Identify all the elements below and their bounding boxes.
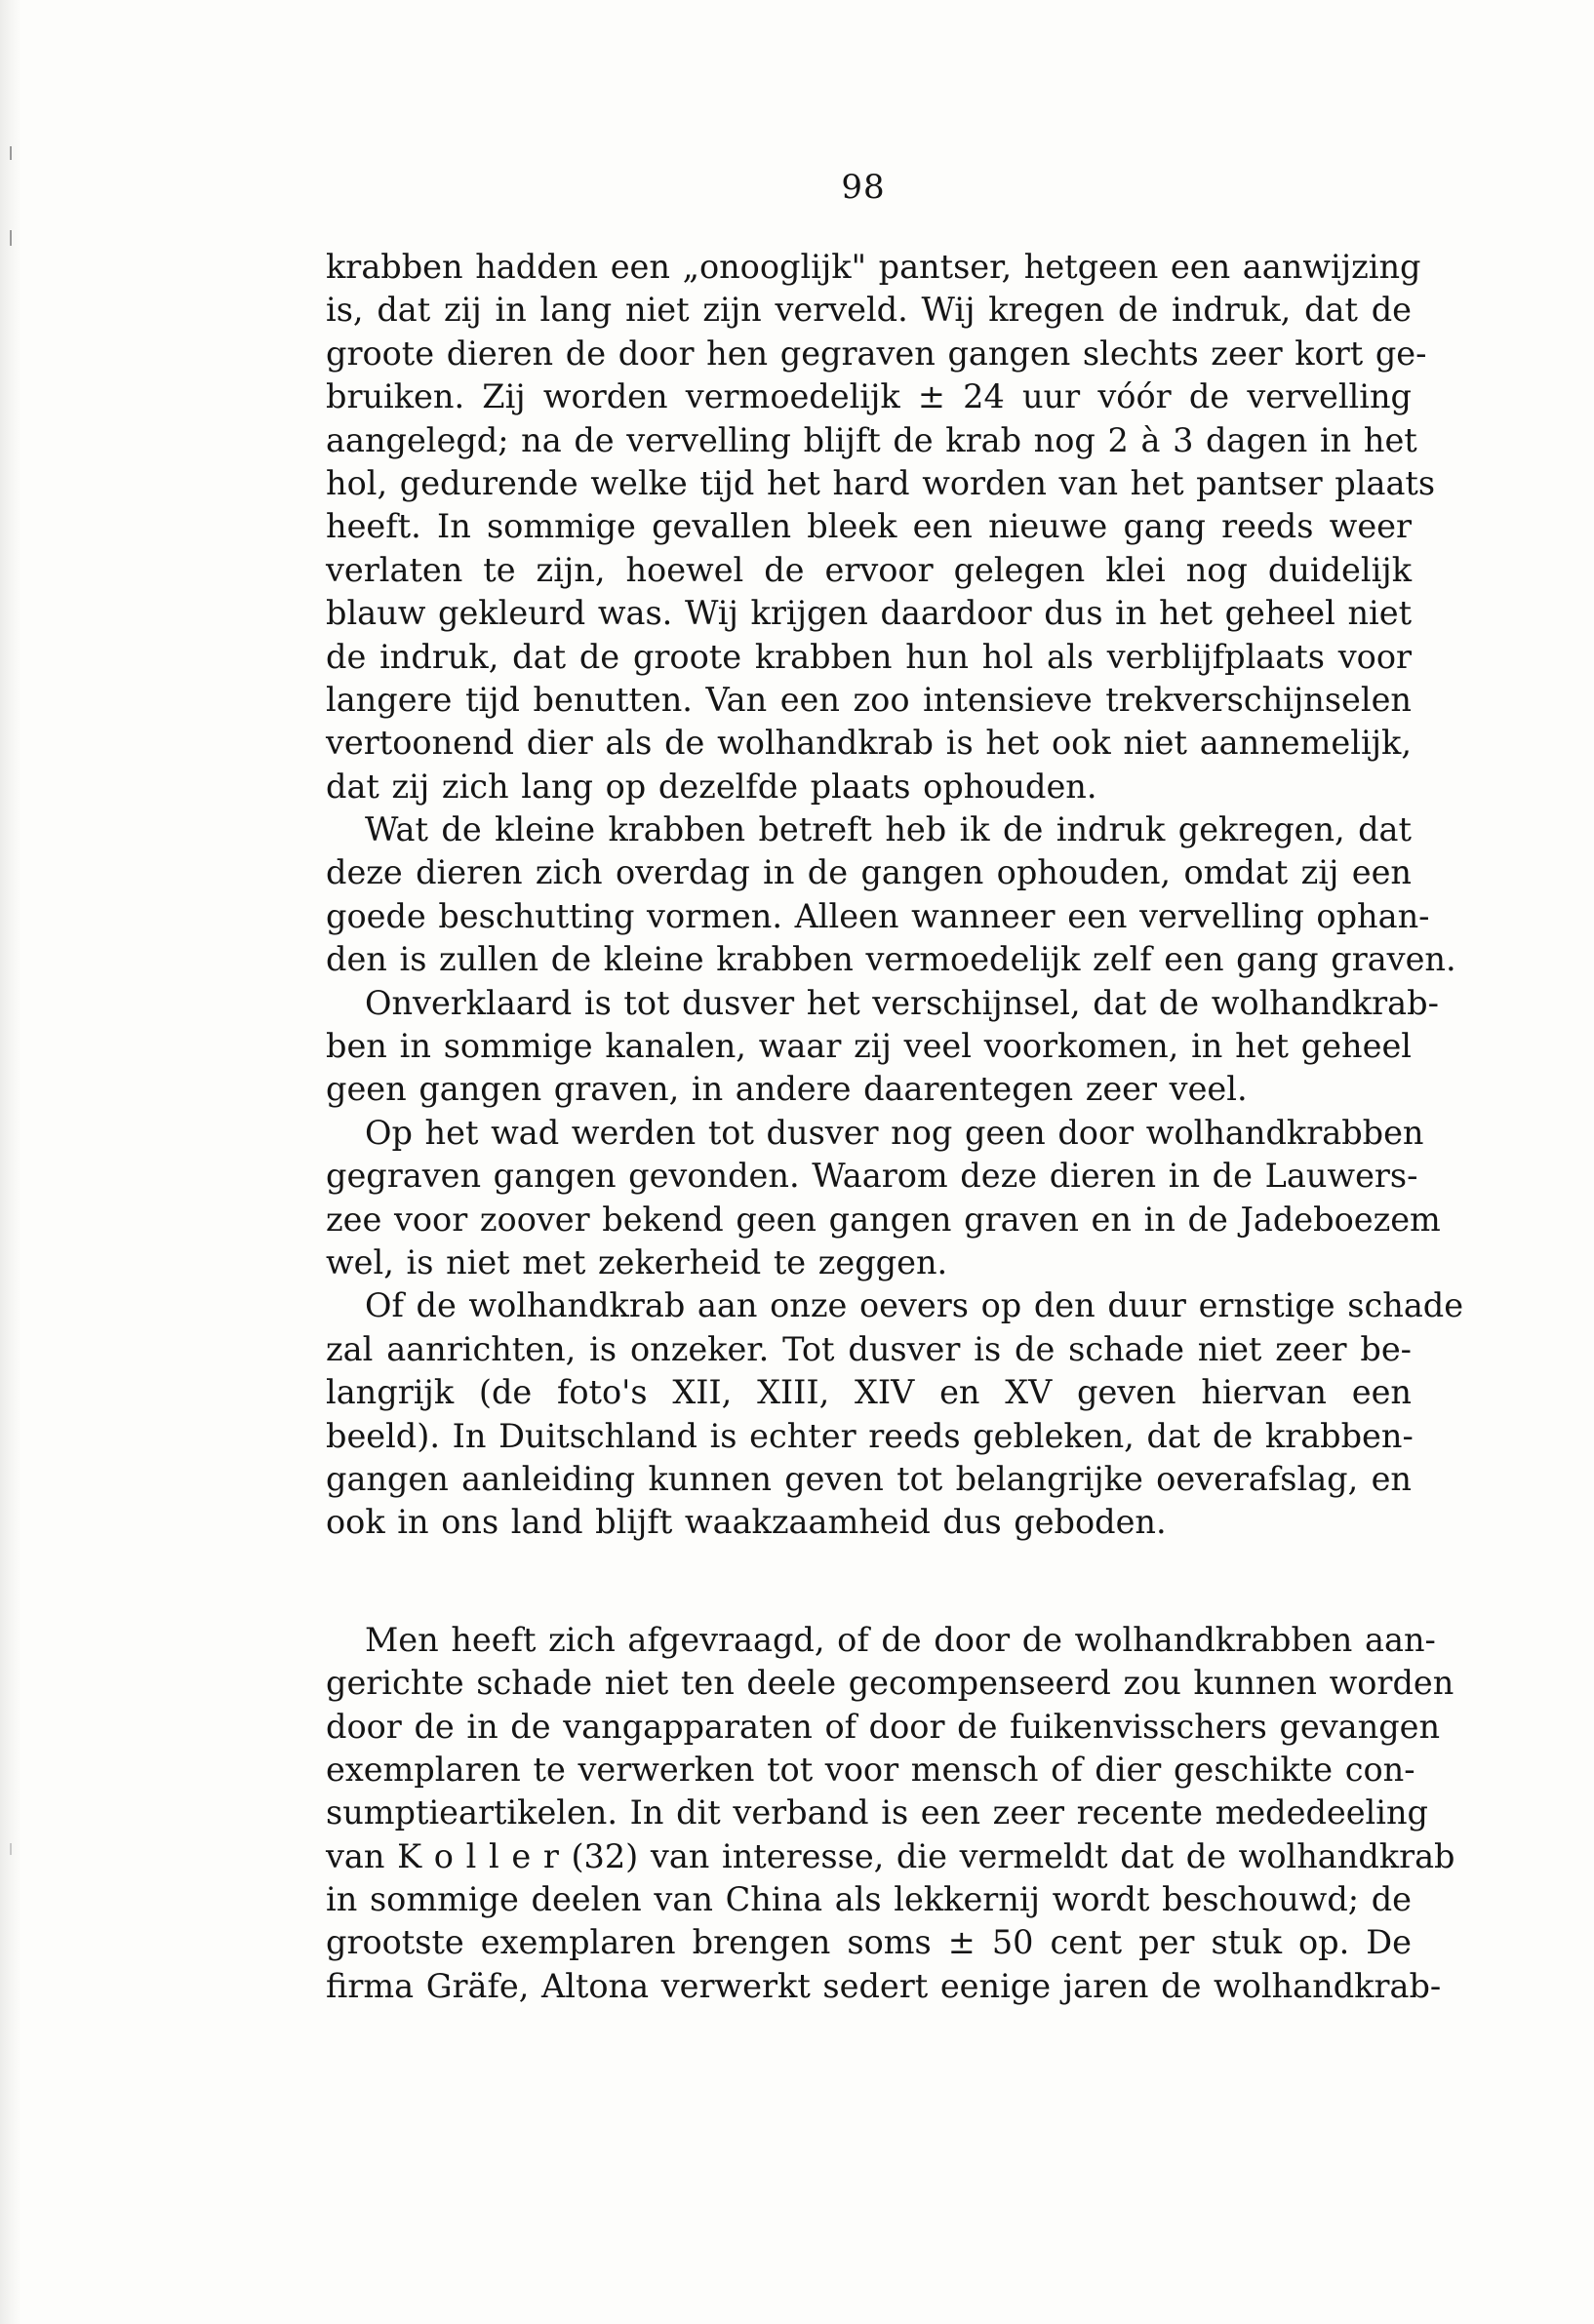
paragraph <box>326 246 1436 808</box>
text-line: den is zullen de kleine krabben vermoedelijk zelf een gang graven. <box>326 940 1456 979</box>
scan-edge-shadow <box>0 0 21 2324</box>
paragraph <box>326 982 1439 1112</box>
text-line: geen gangen graven, in andere daarentegen zeer veel. <box>326 1070 1248 1109</box>
text-line: grootste exemplaren brengen soms ± 50 cent per stuk op. De <box>326 1923 1412 1962</box>
text-line: van K o l l e r (32) van interesse, die vermeldt dat de wolhandkrab <box>326 1836 1455 1875</box>
paragraph <box>326 1112 1441 1285</box>
text-line: zee voor zoover bekend geen gangen graven en in de Jadeboezem <box>326 1200 1441 1239</box>
paragraph <box>326 1284 1464 1544</box>
text-line: sumptieartikelen. In dit verband is een zeer recente mededeeling <box>326 1793 1428 1832</box>
text-line: hol, gedurende welke tijd het hard worden van het pantser plaats <box>326 463 1436 502</box>
text-line: ben in sommige kanalen, waar zij veel voorkomen, in het geheel <box>326 1027 1412 1066</box>
paragraph <box>326 1619 1455 2009</box>
text-line: krabben hadden een „onooglijk" pantser, hetgeen een aanwijzing <box>326 248 1421 286</box>
text-line: vertoonend dier als de wolhandkrab is het ook niet aannemelijk, <box>326 724 1412 763</box>
text-line: Op het wad werden tot dusver nog geen door wolhandkrabben <box>365 1113 1424 1152</box>
text-line: langere tijd benutten. Van een zoo intensieve trekverschijnselen <box>326 680 1412 719</box>
text-line: gangen aanleiding kunnen geven tot belangrijke oeverafslag, en <box>326 1459 1412 1498</box>
text-line: gerichte schade niet ten deele gecompenseerd zou kunnen worden <box>326 1664 1455 1703</box>
paragraph <box>326 808 1456 982</box>
text-line: aangelegd; na de vervelling blijft de krab nog 2 à 3 dagen in het <box>326 420 1417 459</box>
text-line: zal aanrichten, is onzeker. Tot dusver is de schade niet zeer be- <box>326 1329 1412 1368</box>
text-line: heeft. In sommige gevallen bleek een nieuwe gang reeds weer <box>326 507 1412 546</box>
section-gap <box>326 1545 1412 1619</box>
text-line: Onverklaard is tot dusver het verschijnsel, dat de wolhandkrab- <box>365 983 1439 1022</box>
text-line: gegraven gangen gevonden. Waarom deze dieren in de Lauwers- <box>326 1157 1418 1196</box>
text-line: exemplaren te verwerken tot voor mensch of dier geschikte con- <box>326 1750 1415 1789</box>
text-line: groote dieren de door hen gegraven gangen slechts zeer kort ge- <box>326 334 1427 373</box>
body-text <box>326 246 1464 2008</box>
text-line: de indruk, dat de groote krabben hun hol als verblijfplaats voor <box>326 637 1412 676</box>
text-line: Of de wolhandkrab aan onze oevers op den duur ernstige schade <box>365 1286 1464 1325</box>
text-line: is, dat zij in lang niet zijn verveld. Wij kregen de indruk, dat de <box>326 291 1412 330</box>
text-line: Men heeft zich afgevraagd, of de door de wolhandkrabben aan- <box>365 1620 1436 1659</box>
text-line: blauw gekleurd was. Wij krijgen daardoor dus in het geheel niet <box>326 594 1413 633</box>
text-line: goede beschutting vormen. Alleen wanneer een vervelling ophan- <box>326 896 1430 935</box>
text-line: in sommige deelen van China als lekkernij wordt beschouwd; de <box>326 1880 1412 1919</box>
page-number: 98 <box>841 168 886 207</box>
scan-edge-mark <box>10 146 12 160</box>
text-line: bruiken. Zij worden vermoedelijk ± 24 uur vóór de vervelling <box>326 377 1412 416</box>
text-line: dat zij zich lang op dezelfde plaats ophouden. <box>326 767 1097 806</box>
text-line: beeld). In Duitschland is echter reeds gebleken, dat de krabben- <box>326 1416 1414 1455</box>
scan-edge-mark <box>10 230 12 246</box>
scan-edge-mark <box>10 1843 12 1855</box>
text-line: Wat de kleine krabben betreft heb ik de indruk gekregen, dat <box>365 810 1412 849</box>
text-line: door de in de vangapparaten of door de fuikenvisschers gevangen <box>326 1707 1441 1746</box>
text-line: deze dieren zich overdag in de gangen ophouden, omdat zij een <box>326 853 1412 892</box>
text-line: firma Gräfe, Altona verwerkt sedert eenige jaren de wolhandkrab- <box>326 1966 1442 2005</box>
text-line: langrijk (de foto's XII, XIII, XIV en XV geven hiervan een <box>326 1373 1412 1412</box>
text-line: verlaten te zijn, hoewel de ervoor gelegen klei nog duidelijk <box>326 550 1412 589</box>
text-line: ook in ons land blijft waakzaamheid dus geboden. <box>326 1503 1167 1542</box>
text-line: wel, is niet met zekerheid te zeggen. <box>326 1242 948 1281</box>
